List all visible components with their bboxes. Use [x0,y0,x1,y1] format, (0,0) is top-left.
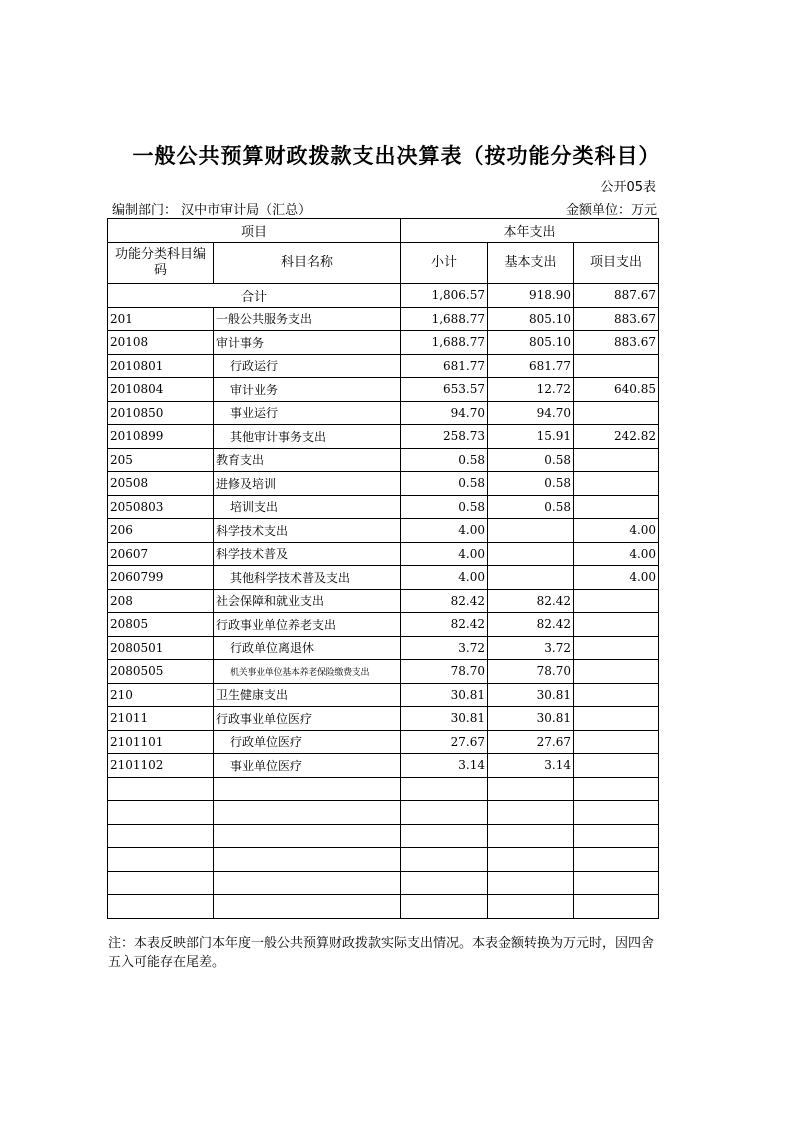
row-basic: 78.70 [488,660,574,684]
empty-row [108,848,659,872]
empty-cell [214,777,401,801]
row-basic [488,519,574,543]
row-item: 4.00 [574,542,659,566]
table-row [108,683,659,707]
table-row [108,354,659,378]
row-item: 883.67 [574,307,659,331]
row-name: 审计事务 [214,331,401,355]
empty-cell [401,848,488,872]
row-name: 事业单位医疗 [214,754,401,778]
row-item [574,683,659,707]
empty-cell [108,871,214,895]
table-row [108,307,659,331]
row-code: 205 [108,448,214,472]
row-name: 科学技术普及 [214,542,401,566]
page-title: 一般公共预算财政拨款支出决算表（按功能分类科目） [132,144,661,168]
header-row-2 [108,243,659,284]
total-item: 887.67 [574,284,659,308]
row-basic: 0.58 [488,495,574,519]
row-basic: 681.77 [488,354,574,378]
row-name: 社会保障和就业支出 [214,589,401,613]
empty-row [108,777,659,801]
row-basic: 30.81 [488,707,574,731]
row-basic: 94.70 [488,401,574,425]
total-subtotal: 1,806.57 [401,284,488,308]
table-row [108,636,659,660]
budget-table [107,218,659,919]
row-name: 其他审计事务支出 [214,425,401,449]
table-row [108,495,659,519]
empty-cell [574,871,659,895]
total-label: 合计 [108,284,401,308]
table-row [108,589,659,613]
row-name: 卫生健康支出 [214,683,401,707]
row-subtotal: 4.00 [401,519,488,543]
row-subtotal: 30.81 [401,707,488,731]
empty-cell [574,895,659,919]
row-code: 2080505 [108,660,214,684]
empty-cell [214,824,401,848]
row-name: 审计业务 [214,378,401,402]
row-item: 883.67 [574,331,659,355]
empty-cell [488,848,574,872]
form-code: 公开05表 [600,180,656,195]
row-code: 2101101 [108,730,214,754]
header-code: 功能分类科目编码 [108,243,214,284]
row-subtotal: 1,688.77 [401,307,488,331]
row-subtotal: 258.73 [401,425,488,449]
row-subtotal: 0.58 [401,495,488,519]
row-code: 2080501 [108,636,214,660]
row-subtotal: 4.00 [401,542,488,566]
row-basic: 82.42 [488,589,574,613]
table-row [108,566,659,590]
row-code: 201 [108,307,214,331]
row-name: 行政单位离退休 [214,636,401,660]
empty-cell [488,801,574,825]
row-code: 21011 [108,707,214,731]
empty-cell [488,895,574,919]
header-basic: 基本支出 [488,243,574,284]
row-basic: 30.81 [488,683,574,707]
empty-cell [401,777,488,801]
row-name: 培训支出 [214,495,401,519]
row-code: 2010899 [108,425,214,449]
row-name: 行政事业单位医疗 [214,707,401,731]
row-item [574,730,659,754]
row-name: 科学技术支出 [214,519,401,543]
table-row [108,754,659,778]
empty-cell [108,895,214,919]
row-name: 进修及培训 [214,472,401,496]
row-name: 一般公共服务支出 [214,307,401,331]
empty-cell [488,871,574,895]
empty-cell [214,895,401,919]
row-code: 20607 [108,542,214,566]
row-basic [488,542,574,566]
row-name: 机关事业单位基本养老保险缴费支出 [214,660,401,684]
empty-row [108,895,659,919]
row-item [574,613,659,637]
row-code: 210 [108,683,214,707]
row-basic: 805.10 [488,307,574,331]
header-project: 项目 [108,219,401,243]
row-name: 教育支出 [214,448,401,472]
row-subtotal: 27.67 [401,730,488,754]
row-name: 事业运行 [214,401,401,425]
empty-cell [574,801,659,825]
empty-cell [108,824,214,848]
unit-row [108,199,657,217]
row-name: 其他科学技术普及支出 [214,566,401,590]
row-name: 行政事业单位养老支出 [214,613,401,637]
row-item [574,754,659,778]
row-code: 20108 [108,331,214,355]
header-item: 项目支出 [574,243,659,284]
amount-unit-label: 金额单位：万元 [565,203,657,218]
row-item [574,448,659,472]
row-code: 2060799 [108,566,214,590]
table-row [108,472,659,496]
empty-cell [214,848,401,872]
row-basic: 27.67 [488,730,574,754]
empty-cell [574,848,659,872]
row-subtotal: 94.70 [401,401,488,425]
row-code: 2010801 [108,354,214,378]
table-row [108,707,659,731]
row-basic: 0.58 [488,472,574,496]
row-subtotal: 3.14 [401,754,488,778]
row-item [574,472,659,496]
table-row [108,425,659,449]
header-year-expense: 本年支出 [401,219,659,243]
row-basic: 15.91 [488,425,574,449]
row-item: 4.00 [574,566,659,590]
table-row [108,613,659,637]
row-subtotal: 3.72 [401,636,488,660]
table-row [108,730,659,754]
row-item: 242.82 [574,425,659,449]
row-item [574,401,659,425]
row-code: 2101102 [108,754,214,778]
empty-cell [574,824,659,848]
row-code: 20508 [108,472,214,496]
row-item [574,660,659,684]
row-basic: 12.72 [488,378,574,402]
empty-cell [574,777,659,801]
empty-cell [488,824,574,848]
row-basic: 805.10 [488,331,574,355]
row-subtotal: 4.00 [401,566,488,590]
row-subtotal: 0.58 [401,448,488,472]
table-row [108,542,659,566]
empty-cell [401,801,488,825]
header-name: 科目名称 [214,243,401,284]
empty-cell [401,871,488,895]
row-subtotal: 1,688.77 [401,331,488,355]
row-item [574,495,659,519]
row-code: 20805 [108,613,214,637]
table-row [108,378,659,402]
row-code: 206 [108,519,214,543]
department-label: 编制部门： 汉中市审计局（汇总） [112,203,312,218]
header-subtotal: 小计 [401,243,488,284]
row-basic: 3.72 [488,636,574,660]
row-subtotal: 82.42 [401,613,488,637]
row-subtotal: 30.81 [401,683,488,707]
row-basic [488,566,574,590]
row-item: 640.85 [574,378,659,402]
empty-row [108,871,659,895]
empty-cell [488,777,574,801]
row-item [574,354,659,378]
row-subtotal: 653.57 [401,378,488,402]
empty-row [108,801,659,825]
row-basic: 3.14 [488,754,574,778]
row-subtotal: 78.70 [401,660,488,684]
empty-cell [108,801,214,825]
row-code: 208 [108,589,214,613]
row-code: 2010804 [108,378,214,402]
empty-cell [401,895,488,919]
row-subtotal: 681.77 [401,354,488,378]
total-basic: 918.90 [488,284,574,308]
row-item [574,589,659,613]
row-item: 4.00 [574,519,659,543]
row-subtotal: 82.42 [401,589,488,613]
empty-cell [108,777,214,801]
row-item [574,636,659,660]
empty-cell [401,824,488,848]
table-row [108,660,659,684]
row-code: 2010850 [108,401,214,425]
header-row-1 [108,219,659,243]
table-row [108,448,659,472]
row-subtotal: 0.58 [401,472,488,496]
empty-cell [108,848,214,872]
empty-row [108,824,659,848]
row-name: 行政运行 [214,354,401,378]
table-row [108,519,659,543]
row-code: 2050803 [108,495,214,519]
row-name: 行政单位医疗 [214,730,401,754]
empty-cell [214,871,401,895]
row-basic: 82.42 [488,613,574,637]
row-basic: 0.58 [488,448,574,472]
empty-cell [214,801,401,825]
table-row [108,401,659,425]
table-row [108,331,659,355]
row-item [574,707,659,731]
footnote: 注：本表反映部门本年度一般公共预算财政拨款实际支出情况。本表金额转换为万元时，因四舍五入可能存在尾差。 [108,936,655,970]
total-row [108,284,659,308]
